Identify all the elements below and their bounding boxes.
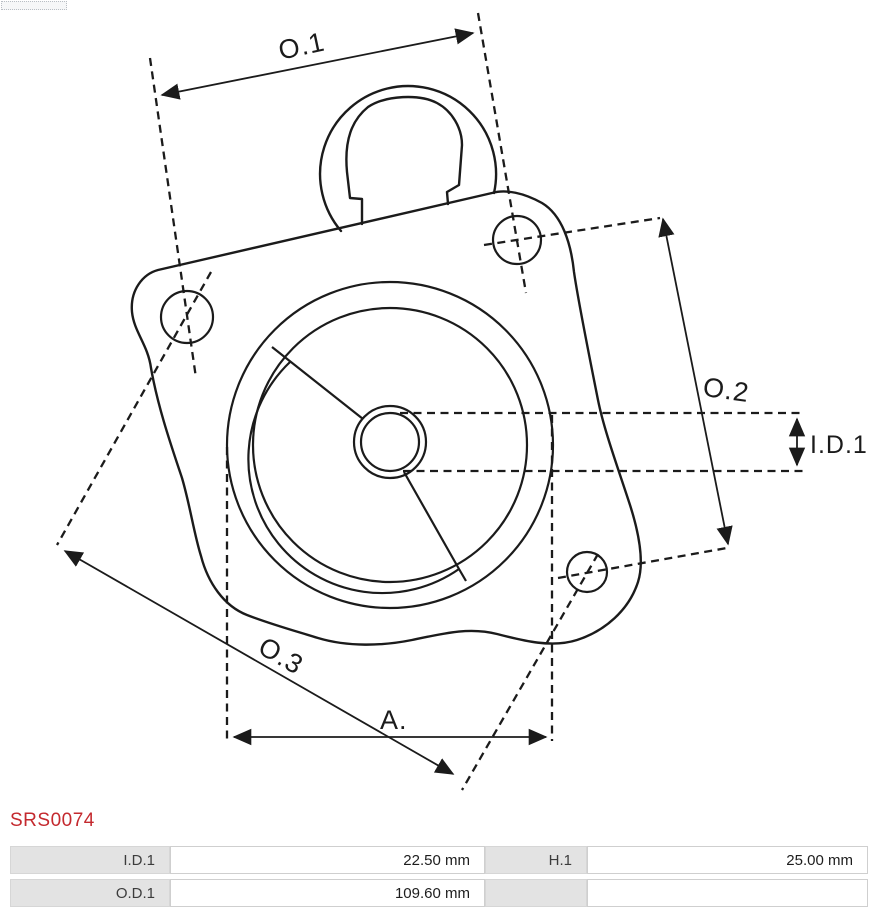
extension-line-o3-end bbox=[462, 554, 598, 790]
sector-arc bbox=[248, 362, 459, 593]
spec-label: I.D.1 bbox=[10, 846, 170, 874]
hub-inner-circle bbox=[361, 413, 419, 471]
spec-label: H.1 bbox=[485, 846, 587, 874]
spec-label bbox=[485, 879, 587, 907]
spoke-lower-right bbox=[404, 472, 466, 581]
dim-label-o3: O.3 bbox=[253, 631, 309, 681]
spec-value: 25.00 mm bbox=[587, 846, 868, 874]
extension-line-o1-left bbox=[150, 58, 196, 378]
spec-row bbox=[10, 846, 868, 874]
dim-label-a: A. bbox=[380, 705, 408, 735]
spec-value: 22.50 mm bbox=[170, 846, 485, 874]
bore-outer-circle bbox=[227, 282, 553, 608]
extension-line-o2-top bbox=[484, 218, 660, 245]
spec-value: 109.60 mm bbox=[170, 879, 485, 907]
dim-label-o1: O.1 bbox=[275, 26, 328, 66]
product-code: SRS0074 bbox=[10, 810, 95, 831]
spec-row bbox=[10, 879, 868, 907]
spoke-upper-left bbox=[272, 347, 363, 419]
spec-table bbox=[10, 841, 868, 912]
dim-line-o3 bbox=[65, 551, 453, 774]
hub-outer-circle bbox=[354, 406, 426, 478]
extension-line-o1-right bbox=[478, 13, 526, 293]
dim-label-o2: O.2 bbox=[701, 371, 752, 408]
spec-label: O.D.1 bbox=[10, 879, 170, 907]
dim-label-id1: I.D.1 bbox=[810, 431, 868, 459]
bore-inner-circle bbox=[253, 308, 527, 582]
spec-value bbox=[587, 879, 868, 907]
